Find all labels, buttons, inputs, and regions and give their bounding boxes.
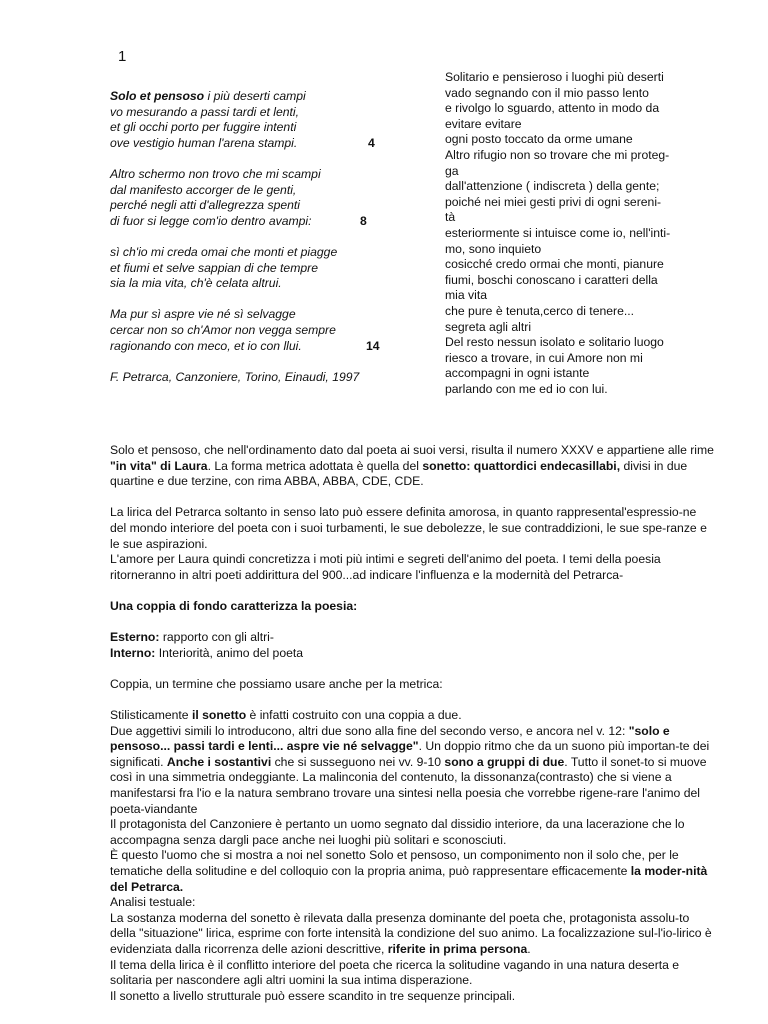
text: Analisi testuale:: [110, 895, 196, 910]
citation: F. Petrarca, Canzoniere, Torino, Einaudi, 1997: [110, 369, 360, 384]
translation-line: mo, sono inquieto: [445, 241, 542, 256]
text: divisi in due quartine e due terzine, con rima ABBA, ABBA, CDE, CDE.: [110, 458, 688, 489]
poem-line-text: ragionando con meco, et io con llui.: [110, 338, 302, 353]
poem-title-words: Solo et pensoso: [110, 89, 205, 103]
verse-number: 14: [366, 338, 380, 353]
poem-line: [110, 339, 410, 355]
text: È questo l'uomo che si mostra a noi nel sonetto Solo et pensoso, un componimento non il solo che, per le tematiche della solitudine e del colloquio con la propria anima, può rappresentare efficacemente: [110, 848, 679, 879]
translation-line: ga: [445, 163, 459, 178]
esterno-line: [110, 630, 715, 646]
translation-line: accompagni in ogni istante: [445, 366, 590, 381]
poem-line: [110, 214, 410, 230]
bold-text: "solo e pensoso... passi tardi e lenti... aspre vie né selvagge": [110, 723, 670, 754]
section-heading: [110, 599, 715, 615]
poem-line: [110, 136, 410, 152]
paragraph-intro: [110, 443, 715, 490]
paragraph-amore: L'amore per Laura quindi concretizza i moti più intimi e segreti dell'animo del poeta. I temi della poesia ritorneranno in altri poeti addirittura del 900...ad indicare l'influenza e la modernità del Petrarca-: [110, 552, 661, 582]
page-number: 1: [118, 48, 127, 65]
text: .: [527, 942, 531, 956]
bold-text: "in vita" di Laura: [110, 458, 208, 473]
poem-line-text: di fuor si legge com'io dentro avampi:: [110, 213, 312, 228]
bold-text: riferite in prima persona: [387, 942, 528, 956]
bold-text: sonetto: quattordici endecasillabi,: [422, 458, 621, 473]
translation-line: parlando con me ed io con lui.: [445, 381, 608, 396]
translation-line: evitare evitare: [445, 116, 522, 131]
text: Due aggettivi simili lo introducono, altri due sono alla fine del secondo verso, e ancora nel v. 12:: [110, 723, 629, 738]
translation-line: Del resto nessun isolato e solitario luogo: [445, 335, 664, 350]
bold-text: il sonetto: [191, 708, 247, 723]
translation-line: dall'attenzione ( indiscreta ) della gente;: [445, 179, 660, 194]
text: . Un doppio ritmo che da un suono più importan-te dei significati.: [110, 739, 710, 769]
text: Il tema della lirica è il conflitto interiore del poeta che ricerca la solitudine vagando in una natura deserta e solitaria per nascondere agli altri uomini la sua intima disperazione.: [110, 957, 680, 988]
heading-text: Una coppia di fondo caratterizza la poesia:: [110, 598, 358, 613]
translation-line: fiumi, boschi conoscano i caratteri della: [445, 272, 658, 287]
poem-line: [110, 89, 410, 105]
translation-line: cosicché credo ormai che monti, pianure: [445, 257, 664, 272]
stanza-1: [110, 89, 410, 151]
poem-line-rest: i più deserti campi: [204, 89, 306, 103]
translation-line: mia vita: [445, 288, 487, 303]
stanza-3: [110, 245, 410, 292]
poem-line: et fiumi et selve sappian di che tempre: [110, 260, 318, 275]
translation-line: tà: [445, 210, 456, 225]
text: Stilisticamente: [110, 708, 192, 723]
poem-line: sia la mia vita, ch'è celata altrui.: [110, 276, 282, 291]
text: La sostanza moderna del sonetto è rilevata dalla presenza dominante del poeta che, protagonista assolu-to della "situazione" lirica, esprime con forte intensità la condizione del suo animo. La focalizzazione sul-l'io-lirico è evidenziata dalla ricorrenza delle azioni descrittive,: [110, 910, 712, 956]
bold-text: sono a gruppi di due: [444, 754, 565, 769]
translation-line: segreta agli altri: [445, 319, 532, 334]
translation-line: vado segnando con il mio passo lento: [445, 85, 649, 100]
commentary: [110, 443, 715, 1004]
translation-line: Altro rifugio non so trovare che mi proteg-: [445, 147, 670, 162]
text: Il protagonista del Canzoniere è pertanto un uomo segnato dal dissidio interiore, da una lacerazione che lo accompagna senza dargli pace anche nei luoghi più solitari e sconosciuti.: [110, 817, 685, 847]
translation-line: Solitario e pensieroso i luoghi più deserti: [445, 70, 664, 84]
translation-line: esteriormente si intuisce come io, nell'inti-: [445, 225, 671, 240]
label: Esterno:: [110, 630, 160, 645]
paragraph-stilistica: [110, 708, 715, 1004]
text: Interiorità, animo del poeta: [155, 645, 304, 660]
poem-line: et gli occhi porto per fuggire intenti: [110, 120, 297, 135]
poem-line: cercar non so ch'Amor non vegga sempre: [110, 322, 336, 337]
text: è infatti costruito con una coppia a due.: [246, 708, 462, 723]
bold-text: la moder-nità del Petrarca.: [110, 864, 708, 894]
verse-number: 4: [368, 135, 375, 150]
verse-number: 8: [360, 213, 367, 228]
poem: [110, 89, 410, 385]
translation-line: riesco a trovare, in cui Amore non mi: [445, 350, 643, 365]
label: Interno:: [110, 645, 156, 660]
poem-line: Ma pur sì aspre vie né sì selvagge: [110, 307, 296, 322]
text: Il sonetto a livello strutturale può essere scandito in tre sequenze principali.: [110, 988, 516, 1003]
paragraph-lirica: La lirica del Petrarca soltanto in senso lato può essere definita amorosa, in quanto rappresental'espressio-ne del mondo interiore del poeta con i suoi turbamenti, le sue debolezze, le sue contraddizioni, le sue spe-ranze e le sue aspirazioni.: [110, 505, 707, 551]
poem-line: Altro schermo non trovo che mi scampi: [110, 166, 321, 181]
poem-line-text: ove vestigio human l'arena stampi.: [110, 135, 298, 150]
poem-line: perché negli atti d'allegrezza spenti: [110, 198, 300, 213]
poem-line: dal manifesto accorger de le genti,: [110, 182, 297, 197]
translation: [445, 70, 725, 397]
text: . Tutto il sonet-to si muove così in una simmetria ondeggiante. La malinconia del contenuto, la dissonanza(contrasto) che si viene a manifestarsi fra l'io e la natura sembrano trovare una sintesi nella poesia che vorrebbe rigene-rare l'animo del poeta-viandante: [110, 754, 707, 816]
interno-line: [110, 646, 715, 662]
paragraph-coppia: Coppia, un termine che possiamo usare anche per la metrica:: [110, 676, 443, 691]
translation-line: ogni posto toccato da orme umane: [445, 132, 633, 147]
translation-line: e rivolgo lo sguardo, attento in modo da: [445, 101, 660, 116]
poem-line: vo mesurando a passi tardi et lenti,: [110, 104, 300, 119]
text: Solo et pensoso, che nell'ordinamento dato dal poeta ai suoi versi, risulta il numero XXXV e appartiene alle rime: [110, 443, 714, 457]
stanza-4: [110, 307, 410, 354]
text: rapporto con gli altri-: [159, 630, 274, 645]
stanza-2: [110, 167, 410, 229]
translation-line: poiché nei miei gesti privi di ogni sereni-: [445, 194, 662, 209]
poem-line: sì ch'io mi creda omai che monti et piagge: [110, 244, 338, 259]
text: . La forma metrica adottata è quella del: [207, 458, 423, 473]
translation-line: che pure è tenuta,cerco di tenere...: [445, 303, 635, 318]
bold-text: Anche i sostantivi: [166, 754, 272, 769]
text: che si susseguono nei vv. 9-10: [271, 754, 445, 769]
